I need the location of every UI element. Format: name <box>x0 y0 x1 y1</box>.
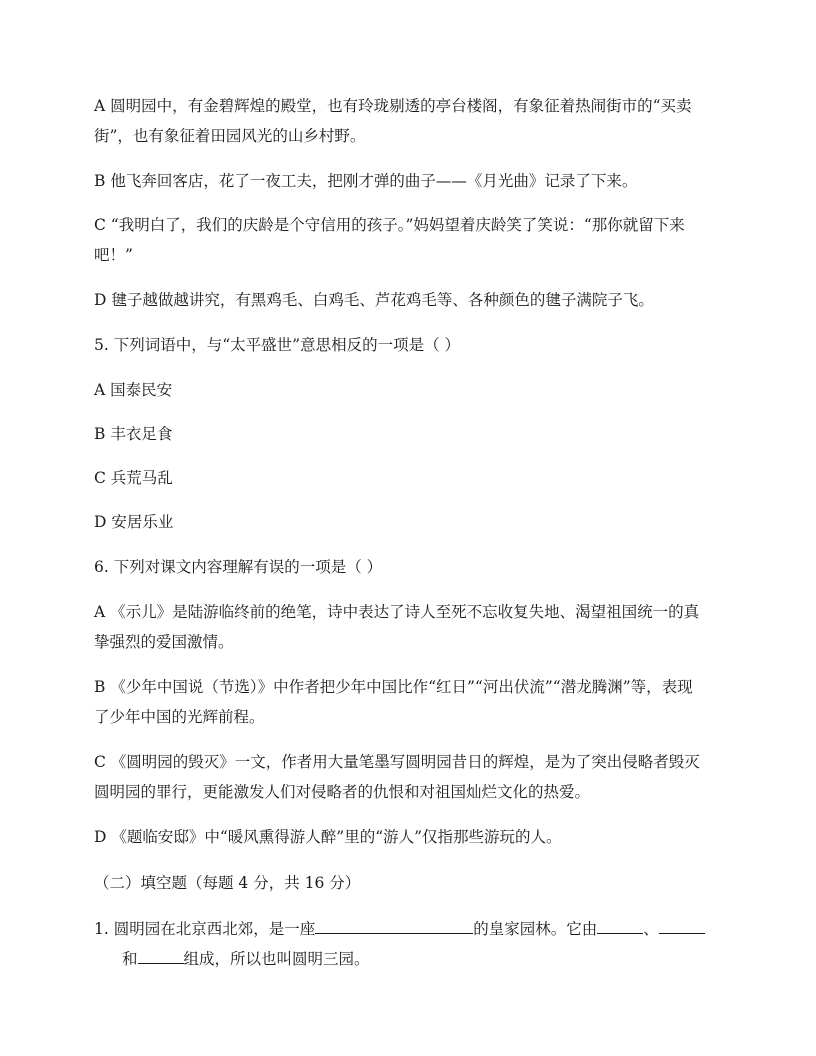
q4-option-d: D 毽子越做越讲究，有黑鸡毛、白鸡毛、芦花鸡毛等、各种颜色的毽子满院子飞。 <box>94 291 654 309</box>
q5-option-b: B 丰衣足食 <box>94 425 173 443</box>
q6-option-c-line2: 圆明园的罪行，更能激发人们对侵略者的仇恨和对祖国灿烂文化的热爱。 <box>94 783 591 801</box>
q6-option-d: D 《题临安邸》中“暖风熏得游人醉”里的“游人”仅指那些游玩的人。 <box>94 828 562 846</box>
fill-q1-line1 <box>94 918 734 939</box>
fill-q1-line2 <box>122 948 762 969</box>
answer-blank-3[interactable] <box>659 918 705 934</box>
q6-option-a-line1: A 《示儿》是陆游临终前的绝笔，诗中表达了诗人至死不忘收复失地、渴望祖国统一的真 <box>94 603 700 621</box>
q5-option-a: A 国泰民安 <box>94 381 173 399</box>
q4-option-a-line2: 街”，也有象征着田园风光的山乡村野。 <box>94 127 366 145</box>
fill-q1-text-4: 组成，所以也叫圆明三园。 <box>183 950 370 968</box>
fill-q1-text-3: 和 <box>122 950 138 968</box>
q6-option-c-line1: C 《圆明园的毁灭》一文，作者用大量笔墨写圆明园昔日的辉煌，是为了突出侵略者毁灭 <box>94 753 700 771</box>
q6-option-a-line2: 挚强烈的爱国激情。 <box>94 633 234 651</box>
q5-option-c: C 兵荒马乱 <box>94 469 173 487</box>
fill-q1-text-2: 的皇家园林。它由 <box>473 920 598 938</box>
answer-blank-1[interactable] <box>315 918 473 934</box>
q5-option-d: D 安居乐业 <box>94 513 174 531</box>
answer-blank-2[interactable] <box>597 918 643 934</box>
fill-q1-separator: 、 <box>643 920 659 938</box>
fill-q1-text-1: 1. 圆明园在北京西北郊，是一座 <box>94 920 316 938</box>
q4-option-b: B 他飞奔回客店，花了一夜工夫，把刚才弹的曲子——《月光曲》记录了下来。 <box>94 172 638 190</box>
q6-option-b-line2: 了少年中国的光辉前程。 <box>94 708 265 726</box>
q6-stem: 6. 下列对课文内容理解有误的一项是（ ） <box>94 558 383 576</box>
q6-option-b-line1: B 《少年中国说（节选）》中作者把少年中国比作“红日”“河出伏流”“潜龙腾渊”等，表现 <box>94 678 693 696</box>
q4-option-c-line2: 吧！” <box>94 246 133 264</box>
q5-stem: 5. 下列词语中，与“太平盛世”意思相反的一项是（ ） <box>94 336 460 354</box>
q4-option-a-line1: A 圆明园中，有金碧辉煌的殿堂，也有玲珑剔透的亭台楼阁，有象征着热闹街市的“买卖 <box>94 97 692 115</box>
q4-option-c-line1: C “我明白了，我们的庆龄是个守信用的孩子。”妈妈望着庆龄笑了笑说：“那你就留下来 <box>94 216 685 234</box>
section-heading: （二）填空题（每题 4 分，共 16 分） <box>94 874 361 892</box>
answer-blank-4[interactable] <box>138 948 184 964</box>
